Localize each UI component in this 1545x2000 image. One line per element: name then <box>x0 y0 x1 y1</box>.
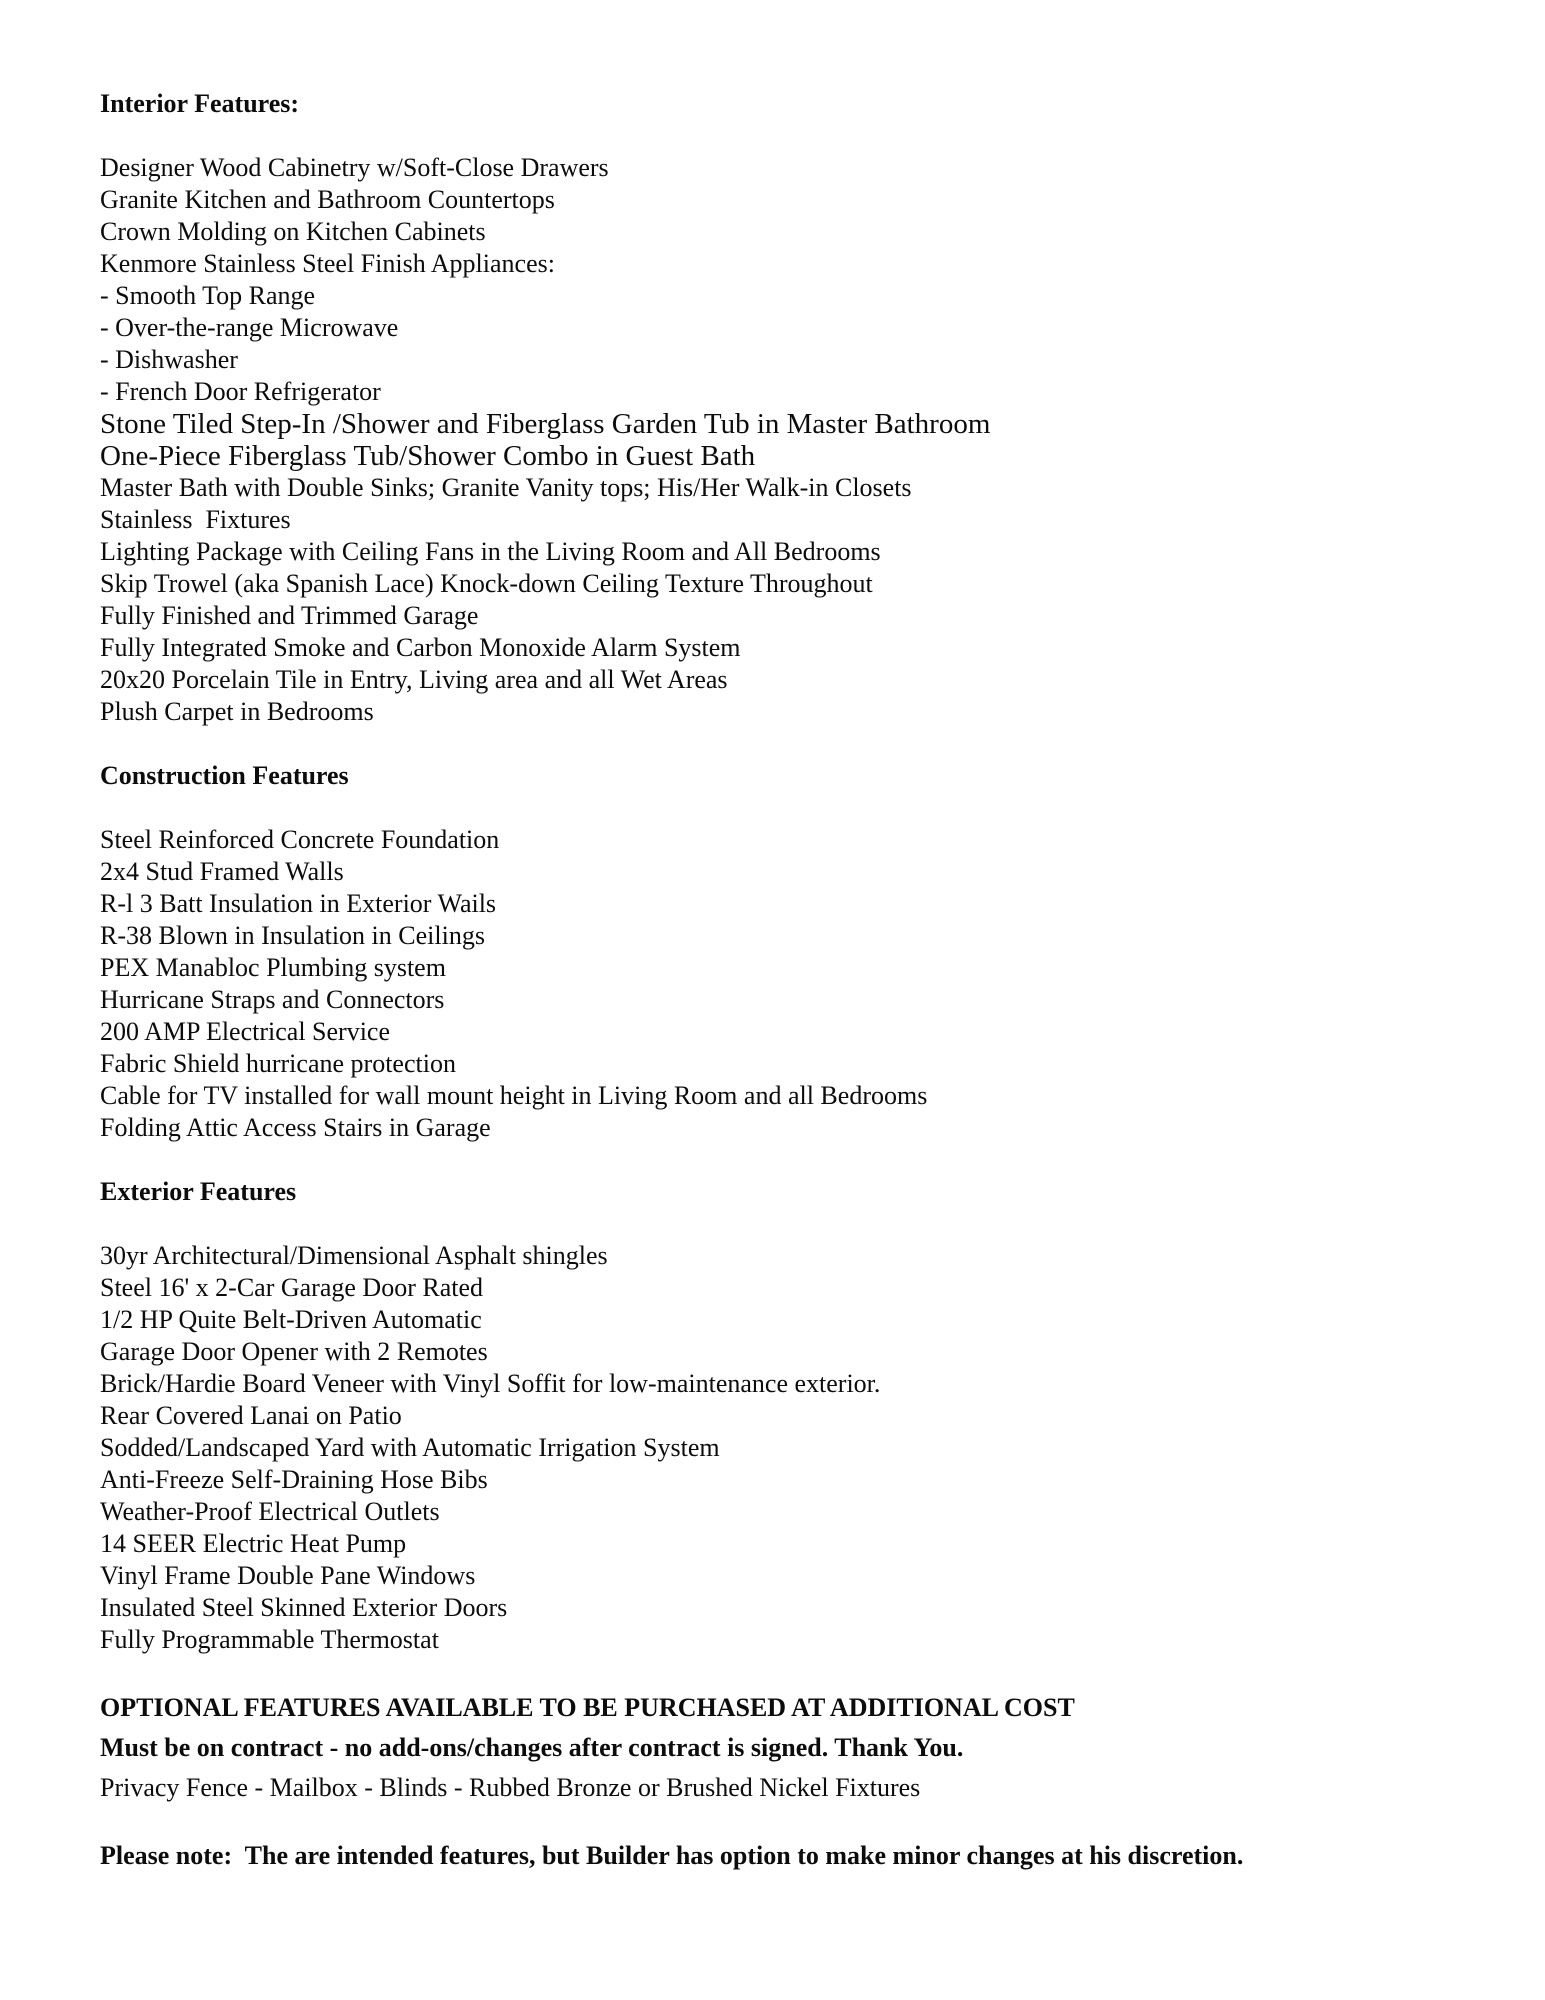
optional-options-line: Privacy Fence - Mailbox - Blinds - Rubbed Bronze or Brushed Nickel Fixtures <box>100 1773 921 1802</box>
feature-line: Sodded/Landscaped Yard with Automatic Irrigation System <box>100 1433 720 1462</box>
feature-line: Brick/Hardie Board Veneer with Vinyl Soffit for low-maintenance exterior. <box>100 1369 881 1398</box>
feature-line: Steel 16' x 2-Car Garage Door Rated <box>100 1273 484 1302</box>
feature-line: 30yr Architectural/Dimensional Asphalt shingles <box>100 1241 608 1270</box>
feature-line: R-38 Blown in Insulation in Ceilings <box>100 921 485 950</box>
feature-line: Stainless Fixtures <box>100 505 291 534</box>
optional-contract-line: Must be on contract - no add-ons/changes after contract is signed. Thank You. <box>100 1733 964 1762</box>
feature-line: Fully Finished and Trimmed Garage <box>100 601 479 630</box>
feature-list <box>100 152 1485 728</box>
feature-line: Plush Carpet in Bedrooms <box>100 697 374 726</box>
feature-line: Garage Door Opener with 2 Remotes <box>100 1337 488 1366</box>
feature-line: Granite Kitchen and Bathroom Countertops <box>100 185 555 214</box>
feature-list <box>100 824 1485 1144</box>
section-construction-features <box>100 760 1485 1144</box>
section-heading: Exterior Features <box>100 1177 297 1206</box>
feature-line: Cable for TV installed for wall mount height in Living Room and all Bedrooms <box>100 1081 928 1110</box>
feature-line: Fully Programmable Thermostat <box>100 1625 439 1654</box>
section-interior-features <box>100 88 1485 728</box>
section-optional-features <box>100 1688 1485 1808</box>
feature-line: 20x20 Porcelain Tile in Entry, Living area and all Wet Areas <box>100 665 728 694</box>
feature-line: Kenmore Stainless Steel Finish Appliances: <box>100 249 555 278</box>
feature-line: R-l 3 Batt Insulation in Exterior Wails <box>100 889 497 918</box>
feature-line: Fully Integrated Smoke and Carbon Monoxide Alarm System <box>100 633 741 662</box>
feature-line: Weather-Proof Electrical Outlets <box>100 1497 440 1526</box>
section-heading: Interior Features: <box>100 89 300 118</box>
feature-line: Vinyl Frame Double Pane Windows <box>100 1561 476 1590</box>
feature-line: 14 SEER Electric Heat Pump <box>100 1529 407 1558</box>
feature-line: - Over-the-range Microwave <box>100 313 399 342</box>
feature-line: 2x4 Stud Framed Walls <box>100 857 344 886</box>
feature-line: - Dishwasher <box>100 345 238 374</box>
feature-line: - Smooth Top Range <box>100 281 316 310</box>
feature-line: 200 AMP Electrical Service <box>100 1017 391 1046</box>
feature-line: 1/2 HP Quite Belt-Driven Automatic <box>100 1305 482 1334</box>
feature-line: Rear Covered Lanai on Patio <box>100 1401 402 1430</box>
feature-line: Hurricane Straps and Connectors <box>100 985 445 1014</box>
feature-line: Anti-Freeze Self-Draining Hose Bibs <box>100 1465 488 1494</box>
feature-line: Skip Trowel (aka Spanish Lace) Knock-down Ceiling Texture Throughout <box>100 569 873 598</box>
builder-note: Please note: The are intended features, but Builder has option to make minor changes at his discretion. <box>100 1841 1244 1870</box>
section-exterior-features <box>100 1176 1485 1656</box>
feature-line: PEX Manabloc Plumbing system <box>100 953 446 982</box>
feature-line: Designer Wood Cabinetry w/Soft-Close Drawers <box>100 153 609 182</box>
feature-line: Steel Reinforced Concrete Foundation <box>100 825 500 854</box>
feature-line: Crown Molding on Kitchen Cabinets <box>100 217 486 246</box>
feature-line: Stone Tiled Step-In /Shower and Fiberglass Garden Tub in Master Bathroom <box>100 408 991 440</box>
feature-line: Lighting Package with Ceiling Fans in the Living Room and All Bedrooms <box>100 537 881 566</box>
feature-line: Insulated Steel Skinned Exterior Doors <box>100 1593 508 1622</box>
feature-line: Master Bath with Double Sinks; Granite Vanity tops; His/Her Walk-in Closets <box>100 473 912 502</box>
feature-list <box>100 1240 1485 1656</box>
optional-features-heading: OPTIONAL FEATURES AVAILABLE TO BE PURCHASED AT ADDITIONAL COST <box>100 1693 1075 1722</box>
feature-line: One-Piece Fiberglass Tub/Shower Combo in Guest Bath <box>100 440 756 472</box>
feature-line: Folding Attic Access Stairs in Garage <box>100 1113 491 1142</box>
feature-line: Fabric Shield hurricane protection <box>100 1049 456 1078</box>
feature-line: - French Door Refrigerator <box>100 377 381 406</box>
section-heading: Construction Features <box>100 761 349 790</box>
